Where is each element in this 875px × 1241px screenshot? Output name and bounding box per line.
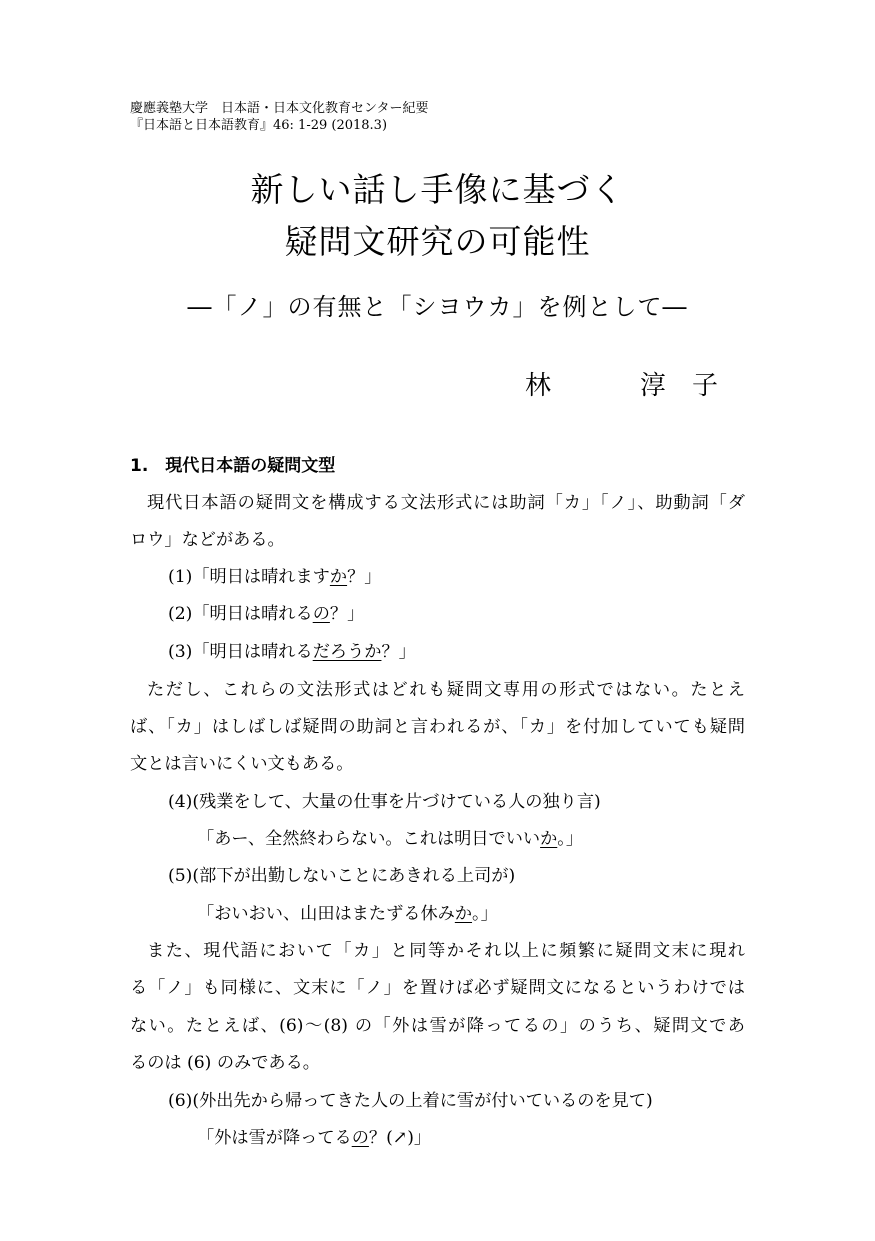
example-5-context xyxy=(168,865,515,887)
example-1 xyxy=(168,566,381,588)
journal-header-line1: 慶應義塾大学 日本語・日本文化教育センター紀要 xyxy=(130,101,429,116)
paragraph-line: ロウ」などがある。 xyxy=(130,530,285,550)
example-text: ？(↗)」 xyxy=(368,1128,432,1148)
paragraph-line: 現代日本語の疑問文を構成する文法形式には助詞「カ」「ノ」、助動詞「ダ xyxy=(147,493,745,513)
example-text: ？」 xyxy=(329,604,365,624)
example-text: 「おいおい、山田はまたずる休み xyxy=(197,904,455,924)
example-highlight: か xyxy=(329,567,348,587)
example-number: (3) xyxy=(168,642,193,662)
example-text: 「明日は晴れる xyxy=(192,642,313,662)
example-text: 「外は雪が降ってる xyxy=(197,1128,352,1148)
paragraph-line: ば、「カ」はしばしば疑問の助詞と言われるが、「カ」を付加していても疑問 xyxy=(130,717,745,737)
example-highlight: か xyxy=(454,904,473,924)
paragraph-line: る「ノ」も同様に、文末に「ノ」を置けば必ず疑問文になるというわけでは xyxy=(130,978,745,998)
example-highlight: の xyxy=(351,1128,369,1148)
example-4-utterance xyxy=(197,828,583,850)
example-number: (5) xyxy=(168,866,193,886)
paragraph-line: また、現代語において「カ」と同等かそれ以上に頻繁に疑問文末に現れ xyxy=(147,941,745,961)
example-number: (6) xyxy=(168,1091,193,1111)
journal-header-line2: 『日本語と日本語教育』46: 1-29 (2018.3) xyxy=(130,118,388,133)
paragraph-line: るのは (6) のみである。 xyxy=(130,1053,320,1073)
author-given-name: 淳 子 xyxy=(640,371,719,401)
example-number: (1) xyxy=(168,567,193,587)
example-4-context xyxy=(168,791,601,813)
paragraph-line: ない。たとえば、(6)～(8) の「外は雪が降ってるの」のうち、疑問文であ xyxy=(130,1016,745,1036)
example-2 xyxy=(168,603,364,625)
example-highlight: だろうか xyxy=(312,642,382,662)
example-context: (部下が出勤しないことにあきれる上司が) xyxy=(192,866,516,886)
subtitle: ―「ノ」の有無と「シヨウカ」を例として― xyxy=(187,293,688,321)
example-text: 「あー、全然終わらない。これは明日でいい xyxy=(197,829,541,849)
example-3 xyxy=(168,641,416,663)
example-6-context xyxy=(168,1090,653,1112)
example-highlight: の xyxy=(312,604,330,624)
example-text: ？」 xyxy=(347,567,382,587)
example-highlight: か xyxy=(540,829,558,849)
example-text: ？」 xyxy=(381,642,416,662)
example-context: (残業をして、大量の仕事を片づけている人の独り言) xyxy=(192,792,601,812)
example-text: 。」 xyxy=(472,904,498,924)
example-text: 。」 xyxy=(557,829,584,849)
example-number: (4) xyxy=(168,792,193,812)
author-family-name: 林 xyxy=(525,371,552,401)
example-context: (外出先から帰ってきた人の上着に雪が付いているのを見て) xyxy=(192,1091,653,1111)
paragraph-line: ただし、これらの文法形式はどれも疑問文専用の形式ではない。たとえ xyxy=(147,680,745,700)
example-number: (2) xyxy=(168,604,193,624)
paragraph-line: 文とは言いにくい文もある。 xyxy=(130,754,354,774)
example-5-utterance xyxy=(197,903,498,925)
example-6-utterance xyxy=(197,1127,431,1149)
title-line2: 疑問文研究の可能性 xyxy=(284,222,591,261)
example-text: 「明日は晴れる xyxy=(192,604,313,624)
example-text: 「明日は晴れます xyxy=(192,567,330,587)
section-heading: 1. 現代日本語の疑問文型 xyxy=(130,456,336,476)
title-line1: 新しい話し手像に基づく xyxy=(250,170,625,209)
